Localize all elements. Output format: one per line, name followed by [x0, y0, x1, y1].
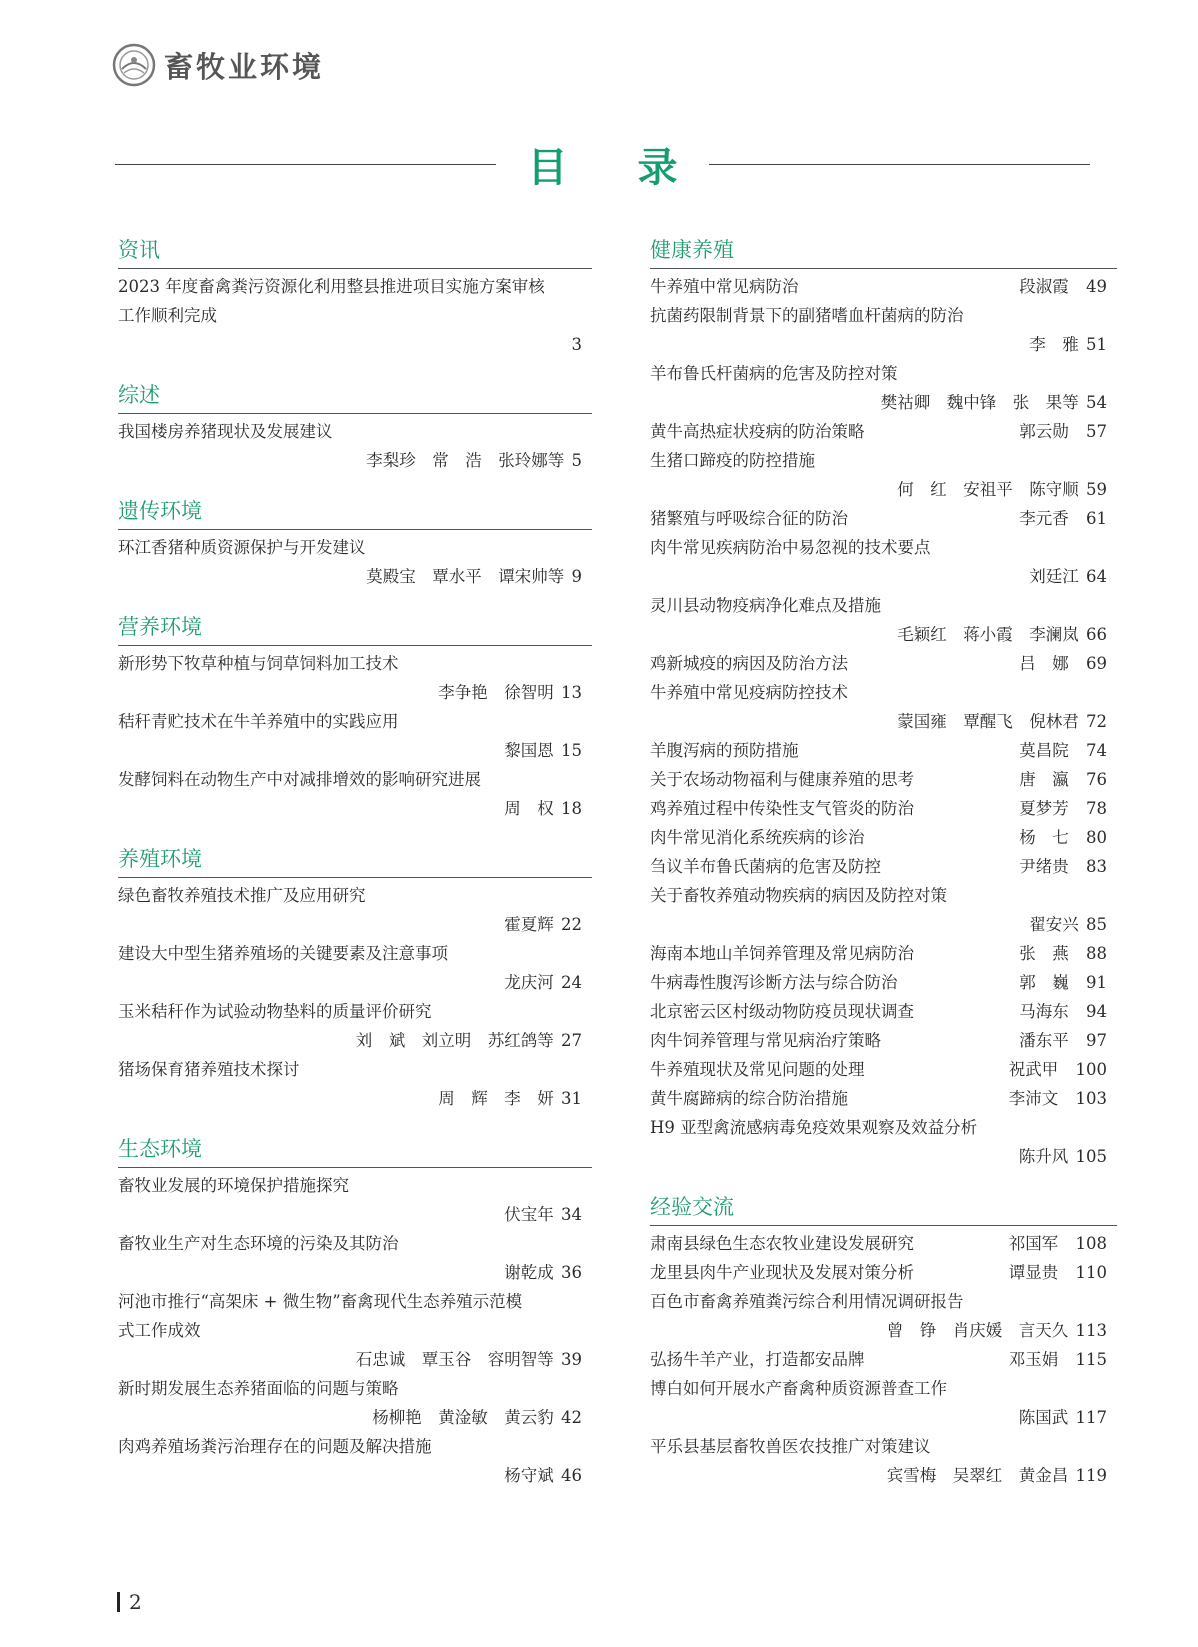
entry-byline: [1009, 1345, 1117, 1374]
entry-title[interactable]: 式工作成效: [118, 1321, 201, 1340]
entry-byline: [1019, 997, 1117, 1026]
section-heading: 营养环境: [118, 613, 592, 646]
toc-entry[interactable]: [650, 301, 1117, 359]
toc-entry[interactable]: [650, 1374, 1117, 1432]
entry-authors: 邓玉娟: [1008, 1350, 1064, 1369]
entry-page: 78: [1086, 799, 1107, 818]
entry-page: 64: [1086, 567, 1107, 586]
toc-section: [118, 1135, 592, 1490]
toc-entry[interactable]: [650, 1084, 1117, 1113]
entry-title[interactable]: 百色市畜禽养殖粪污综合利用情况调研报告: [650, 1292, 964, 1311]
entry-page: 100: [1075, 1060, 1107, 1079]
entry-page: 115: [1075, 1350, 1107, 1369]
entry-page: 74: [1086, 741, 1107, 760]
entry-authors: 杨 七: [1019, 828, 1074, 847]
entry-byline: [650, 1403, 1117, 1432]
entry-authors: 夏梦芳: [1019, 799, 1074, 818]
entry-authors: 毛颖红 蒋小霞 李澜岚: [897, 625, 1084, 644]
entry-authors: 周 辉 李 妍: [438, 1089, 559, 1108]
entry-byline: [118, 910, 592, 939]
entry-page: 34: [561, 1205, 582, 1224]
toc-entry[interactable]: [650, 1432, 1117, 1490]
section-heading: 健康养殖: [650, 236, 1117, 269]
entry-page: 49: [1086, 277, 1107, 296]
entry-page: 42: [561, 1408, 582, 1427]
entry-title[interactable]: 肉牛常见消化系统疾病的诊治: [650, 828, 865, 847]
entry-byline: [118, 1084, 592, 1113]
entry-authors: 张 燕: [1019, 944, 1074, 963]
entry-byline: [1019, 504, 1117, 533]
entry-byline: [650, 1316, 1117, 1345]
toc-title-row: [115, 140, 1090, 191]
entry-authors: 陈升风: [1018, 1147, 1074, 1166]
entry-authors: 莫殿宝 覃水平 谭宋帅等: [366, 567, 570, 586]
entry-page: 57: [1086, 422, 1107, 441]
section-heading: 生态环境: [118, 1135, 592, 1168]
entry-page: 24: [561, 973, 582, 992]
toc-section: [118, 236, 592, 359]
entry-page: 31: [561, 1089, 582, 1108]
entry-title[interactable]: 畜牧业发展的环境保护措施探究: [118, 1176, 349, 1195]
entry-byline: [650, 388, 1117, 417]
toc-section: [118, 845, 592, 1113]
entry-authors: 刘廷江: [1029, 567, 1084, 586]
toc-entry[interactable]: [650, 736, 1117, 765]
entry-line: [650, 504, 1117, 533]
entry-authors: 祁国军: [1008, 1234, 1064, 1253]
entry-page: 59: [1086, 480, 1107, 499]
toc-section: [650, 1193, 1117, 1490]
toc-entry[interactable]: [650, 504, 1117, 533]
journal-seal-icon: [112, 43, 156, 87]
entry-byline: [1019, 823, 1117, 852]
entry-page: 54: [1086, 393, 1107, 412]
toc-entry[interactable]: [118, 997, 592, 1055]
section-heading: 资讯: [118, 236, 592, 269]
toc-entry[interactable]: [650, 1026, 1117, 1055]
entry-byline: [1019, 649, 1117, 678]
entry-authors: 周 权: [504, 799, 559, 818]
toc-entry[interactable]: [650, 591, 1117, 649]
entry-page: 110: [1075, 1263, 1107, 1282]
entry-byline: [118, 1461, 592, 1490]
entry-line: [650, 765, 1117, 794]
toc-entry[interactable]: [650, 1345, 1117, 1374]
toc-entry[interactable]: [650, 272, 1117, 301]
toc-entry[interactable]: [118, 881, 592, 939]
entry-byline: [650, 910, 1117, 939]
entry-byline: [118, 736, 592, 765]
entry-authors: 谭显贵: [1008, 1263, 1064, 1282]
toc-entry[interactable]: [650, 1229, 1117, 1258]
entry-byline: [118, 562, 592, 591]
toc-section: [650, 236, 1117, 1171]
toc-section: [118, 613, 592, 823]
entry-authors: 潘东平: [1019, 1031, 1074, 1050]
entry-title[interactable]: 肉牛常见疾病防治中易忽视的技术要点: [650, 538, 931, 557]
entry-page: 5: [571, 451, 582, 470]
entry-byline: [1009, 1055, 1117, 1084]
toc-entry[interactable]: [650, 823, 1117, 852]
entry-page: 39: [561, 1350, 582, 1369]
entry-byline: [1019, 1026, 1117, 1055]
section-heading: 养殖环境: [118, 845, 592, 878]
entry-line: [650, 968, 1117, 997]
entry-title[interactable]: 猪繁殖与呼吸综合征的防治: [650, 509, 848, 528]
entry-page: 27: [561, 1031, 582, 1050]
entry-title[interactable]: 新时期发展生态养猪面临的问题与策略: [118, 1379, 399, 1398]
entry-page: 80: [1086, 828, 1107, 847]
entry-title[interactable]: 黄牛高热症状疫病的防治策略: [650, 422, 865, 441]
entry-page: 113: [1075, 1321, 1107, 1340]
toc-entry[interactable]: [118, 765, 592, 823]
journal-name: 畜牧业环境: [164, 49, 325, 84]
entry-title[interactable]: 环江香猪种质资源保护与开发建议: [118, 538, 366, 557]
entry-title[interactable]: 建设大中型生猪养殖场的关键要素及注意事项: [118, 944, 448, 963]
entry-authors: 蒙国雍 覃醒飞 倪林君: [897, 712, 1084, 731]
toc-entry[interactable]: [650, 881, 1117, 939]
entry-line: [650, 417, 1117, 446]
entry-title[interactable]: 关于畜牧养殖动物疾病的病因及防控对策: [650, 886, 947, 905]
entry-page: 105: [1075, 1147, 1107, 1166]
entry-title[interactable]: 秸秆青贮技术在牛羊养殖中的实践应用: [118, 712, 399, 731]
entry-title[interactable]: 猪场保育猪养殖技术探讨: [118, 1060, 300, 1079]
entry-authors: 尹绪贵: [1019, 857, 1074, 876]
entry-byline: [1019, 417, 1117, 446]
toc-entry[interactable]: [118, 417, 592, 475]
entry-authors: 郭云勋: [1019, 422, 1074, 441]
entry-authors: 莫昌院: [1019, 741, 1074, 760]
entry-authors: 曾 铮 肖庆媛 言天久: [886, 1321, 1074, 1340]
entry-title[interactable]: 牛养殖中常见病防治: [650, 277, 799, 296]
entry-title[interactable]: 鸡养殖过程中传染性支气管炎的防治: [650, 799, 914, 818]
entry-byline: [118, 968, 592, 997]
toc-section: [118, 381, 592, 475]
entry-line: [650, 1229, 1117, 1258]
entry-page: 9: [571, 567, 582, 586]
entry-authors: 李梨珍 常 浩 张玲娜等: [366, 451, 570, 470]
entry-authors: 杨柳艳 黄淦敏 黄云豹: [372, 1408, 559, 1427]
entry-line: [650, 823, 1117, 852]
entry-line: [650, 1345, 1117, 1374]
entry-byline: [650, 562, 1117, 591]
entry-byline: [650, 475, 1117, 504]
entry-byline: [1009, 1084, 1117, 1113]
toc-entry[interactable]: [650, 1113, 1117, 1171]
entry-title[interactable]: 龙里县肉牛产业现状及发展对策分析: [650, 1263, 914, 1282]
entry-authors: 杨守斌: [504, 1466, 559, 1485]
entry-title[interactable]: H9 亚型禽流感病毒免疫效果观察及效益分析: [650, 1118, 978, 1137]
entry-title[interactable]: 畜牧业生产对生态环境的污染及其防治: [118, 1234, 399, 1253]
entry-byline: [1019, 794, 1117, 823]
entry-byline: [1019, 968, 1117, 997]
entry-line: [650, 272, 1117, 301]
entry-title[interactable]: 绿色畜牧养殖技术推广及应用研究: [118, 886, 366, 905]
entry-title[interactable]: 肃南县绿色生态农牧业建设发展研究: [650, 1234, 914, 1253]
entry-page: 103: [1075, 1089, 1107, 1108]
toc-entry[interactable]: [118, 533, 592, 591]
entry-authors: 石忠诚 覃玉谷 容明智等: [355, 1350, 559, 1369]
entry-title[interactable]: 黄牛腐蹄病的综合防治措施: [650, 1089, 848, 1108]
entry-byline: [118, 794, 592, 823]
toc-section: [118, 497, 592, 591]
entry-page: 83: [1086, 857, 1107, 876]
entry-title[interactable]: 玉米秸秆作为试验动物垫料的质量评价研究: [118, 1002, 432, 1021]
title-divider-right: [709, 164, 1090, 165]
entry-title[interactable]: 牛养殖现状及常见问题的处理: [650, 1060, 865, 1079]
toc-entry[interactable]: [650, 968, 1117, 997]
title-divider-left: [115, 164, 496, 165]
entry-authors: 马海东: [1019, 1002, 1074, 1021]
entry-title[interactable]: 羊布鲁氏杆菌病的危害及防控对策: [650, 364, 898, 383]
entry-page: 66: [1086, 625, 1107, 644]
entry-line: [650, 794, 1117, 823]
toc-entry[interactable]: [118, 1374, 592, 1432]
entry-authors: 宾雪梅 吴翠红 黄金昌: [886, 1466, 1074, 1485]
entry-byline: [650, 620, 1117, 649]
entry-page: 76: [1086, 770, 1107, 789]
entry-byline: [118, 678, 592, 707]
entry-authors: 郭 巍: [1019, 973, 1074, 992]
entry-byline: [1019, 852, 1117, 881]
toc-entry[interactable]: [650, 678, 1117, 736]
toc-entry[interactable]: [650, 417, 1117, 446]
toc-entry[interactable]: [650, 446, 1117, 504]
entry-authors: 霍夏辉: [504, 915, 559, 934]
page-number-bar: [117, 1592, 120, 1612]
toc-entry[interactable]: [118, 272, 592, 359]
entry-page: 97: [1086, 1031, 1107, 1050]
entry-authors: 何 红 安祖平 陈守顺: [897, 480, 1084, 499]
toc-entry[interactable]: [650, 794, 1117, 823]
entry-byline: [1009, 1229, 1117, 1258]
entry-page: 36: [561, 1263, 582, 1282]
toc-entry[interactable]: [650, 1258, 1117, 1287]
entry-title[interactable]: 2023 年度畜禽粪污资源化利用整县推进项目实施方案审核: [118, 277, 545, 296]
entry-authors: 谢乾成: [504, 1263, 559, 1282]
entry-authors: 李争艳 徐智明: [438, 683, 559, 702]
entry-byline: [650, 707, 1117, 736]
entry-byline: [650, 330, 1117, 359]
entry-title[interactable]: 我国楼房养猪现状及发展建议: [118, 422, 333, 441]
entry-page: 13: [561, 683, 582, 702]
entry-authors: 龙庆河: [504, 973, 559, 992]
entry-title[interactable]: 工作顺利完成: [118, 306, 217, 325]
entry-authors: 吕 娜: [1019, 654, 1074, 673]
entry-page: 22: [561, 915, 582, 934]
entry-line: [650, 1055, 1117, 1084]
entry-page: 69: [1086, 654, 1107, 673]
entry-title[interactable]: 北京密云区村级动物防疫员现状调查: [650, 1002, 914, 1021]
entry-title[interactable]: 新形势下牧草种植与饲草饲料加工技术: [118, 654, 399, 673]
entry-authors: 李沛文: [1008, 1089, 1064, 1108]
entry-page: 61: [1086, 509, 1107, 528]
entry-authors: 刘 斌 刘立明 苏红鸽等: [355, 1031, 559, 1050]
entry-authors: 伏宝年: [504, 1205, 559, 1224]
toc-entry[interactable]: [650, 765, 1117, 794]
entry-title[interactable]: 平乐县基层畜牧兽医农技推广对策建议: [650, 1437, 931, 1456]
entry-title[interactable]: 鸡新城疫的病因及防治方法: [650, 654, 848, 673]
toc-title: 目 录: [527, 144, 706, 191]
entry-page: 18: [561, 799, 582, 818]
toc-entry[interactable]: [118, 1287, 592, 1374]
entry-authors: 翟安兴: [1029, 915, 1084, 934]
entry-page: 51: [1086, 335, 1107, 354]
entry-title[interactable]: 海南本地山羊饲养管理及常见病防治: [650, 944, 914, 963]
entry-byline: [1009, 1258, 1117, 1287]
entry-byline: [650, 1142, 1117, 1171]
toc-column-left: [118, 236, 592, 1512]
entry-page: 108: [1075, 1234, 1107, 1253]
entry-line: [650, 736, 1117, 765]
entry-authors: 段淑霞: [1019, 277, 1074, 296]
entry-title[interactable]: 弘扬牛羊产业，打造都安品牌: [650, 1350, 865, 1369]
toc-entry[interactable]: [118, 1055, 592, 1113]
entry-title[interactable]: 抗菌药限制背景下的副猪嗜血杆菌病的防治: [650, 306, 964, 325]
entry-page: 94: [1086, 1002, 1107, 1021]
toc-entry[interactable]: [118, 1432, 592, 1490]
toc-column-right: [650, 236, 1117, 1512]
toc-entry[interactable]: [650, 997, 1117, 1026]
entry-title[interactable]: 牛病毒性腹泻诊断方法与综合防治: [650, 973, 898, 992]
section-heading: 经验交流: [650, 1193, 1117, 1226]
entry-byline: [1019, 736, 1117, 765]
toc-entry[interactable]: [650, 1287, 1117, 1345]
entry-page: 91: [1086, 973, 1107, 992]
entry-authors: 祝武甲: [1008, 1060, 1064, 1079]
journal-logo: [112, 40, 324, 90]
entry-authors: 唐 瀛: [1019, 770, 1074, 789]
entry-line: [650, 649, 1117, 678]
toc-entry[interactable]: [118, 939, 592, 997]
entry-page: 88: [1086, 944, 1107, 963]
entry-page: 3: [571, 335, 582, 354]
entry-line: [650, 997, 1117, 1026]
entry-byline: [118, 1403, 592, 1432]
entry-page: 15: [561, 741, 582, 760]
entry-byline: [1019, 939, 1117, 968]
entry-byline: [1019, 765, 1117, 794]
entry-title[interactable]: 肉牛饲养管理与常见病治疗策略: [650, 1031, 881, 1050]
section-heading: 遗传环境: [118, 497, 592, 530]
entry-authors: 陈国武: [1018, 1408, 1074, 1427]
page-number: [117, 1590, 142, 1614]
entry-title[interactable]: 生猪口蹄疫的防控措施: [650, 451, 815, 470]
section-heading: 综述: [118, 381, 592, 414]
entry-authors: 黎国恩: [504, 741, 559, 760]
entry-byline: [118, 1258, 592, 1287]
entry-title[interactable]: 博白如何开展水产畜禽种质资源普查工作: [650, 1379, 947, 1398]
page-number-text: 2: [129, 1590, 142, 1614]
entry-title[interactable]: 灵川县动物疫病净化难点及措施: [650, 596, 881, 615]
entry-line: [650, 852, 1117, 881]
entry-page: 119: [1075, 1466, 1107, 1485]
toc-entry[interactable]: [118, 1229, 592, 1287]
toc-entry[interactable]: [118, 707, 592, 765]
entry-byline: [118, 1200, 592, 1229]
entry-page: 46: [561, 1466, 582, 1485]
entry-title[interactable]: 发酵饲料在动物生产中对减排增效的影响研究进展: [118, 770, 481, 789]
entry-line: [650, 1084, 1117, 1113]
toc-entry[interactable]: [650, 1055, 1117, 1084]
entry-title[interactable]: 肉鸡养殖场粪污治理存在的问题及解决措施: [118, 1437, 432, 1456]
toc-entry[interactable]: [650, 359, 1117, 417]
entry-title[interactable]: 牛养殖中常见疫病防控技术: [650, 683, 848, 702]
entry-byline: [118, 446, 592, 475]
entry-byline: [118, 1026, 592, 1055]
entry-title[interactable]: 刍议羊布鲁氏菌病的危害及防控: [650, 857, 881, 876]
toc-entry[interactable]: [650, 939, 1117, 968]
toc-entry[interactable]: [650, 852, 1117, 881]
entry-title[interactable]: 羊腹泻病的预防措施: [650, 741, 799, 760]
entry-title[interactable]: 关于农场动物福利与健康养殖的思考: [650, 770, 914, 789]
entry-page: 85: [1086, 915, 1107, 934]
entry-line: [650, 1026, 1117, 1055]
toc-entry[interactable]: [118, 649, 592, 707]
entry-line: [650, 1258, 1117, 1287]
entry-line: [650, 939, 1117, 968]
entry-byline: [118, 1345, 592, 1374]
entry-page: 117: [1075, 1408, 1107, 1427]
entry-title[interactable]: 河池市推行“高架床 + 微生物”畜禽现代生态养殖示范模: [118, 1292, 523, 1311]
entry-authors: 樊祜卿 魏中锋 张 果等: [880, 393, 1084, 412]
toc-entry[interactable]: [650, 533, 1117, 591]
entry-page: 72: [1086, 712, 1107, 731]
entry-authors: 李元香: [1019, 509, 1074, 528]
entry-byline: [650, 1461, 1117, 1490]
entry-byline: [118, 330, 592, 359]
toc-entry[interactable]: [118, 1171, 592, 1229]
toc-entry[interactable]: [650, 649, 1117, 678]
entry-byline: [1019, 272, 1117, 301]
entry-authors: 李 雅: [1029, 335, 1084, 354]
